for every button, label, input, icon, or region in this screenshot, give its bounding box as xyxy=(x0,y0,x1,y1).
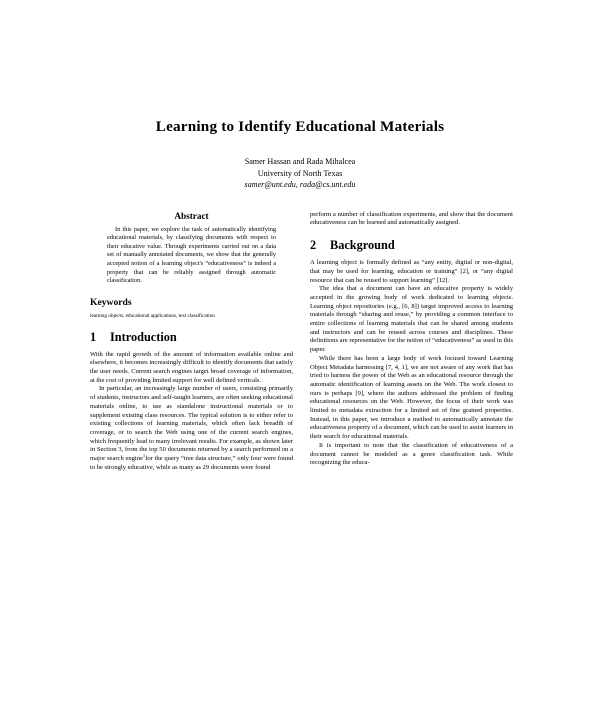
section-title: Introduction xyxy=(110,329,177,344)
page-title: Learning to Identify Educational Materials xyxy=(155,118,445,135)
author-emails: samer@unt.edu, rada@cs.unt.edu xyxy=(244,180,356,190)
keywords-heading: Keywords xyxy=(90,296,132,308)
paragraph xyxy=(90,385,293,472)
author-affiliation: University of North Texas xyxy=(257,168,343,178)
spacer xyxy=(90,286,293,297)
section-heading-introduction xyxy=(90,330,293,345)
left-column xyxy=(90,211,293,473)
abstract-text: In this paper, we explore the task of automatically identifying educational materials, by classifying documents with respect to their educative value. Through experiments carried out on a data set of manually annotated documents, we show that the generally accepted notion of a learning object's “educativeness” is indeed a property that can be reliably assigned through automatic classification. xyxy=(107,225,276,285)
paragraph: While there has been a large body of work focused toward Learning Object Metadata harnessing [7, 4, 1], we are not aware of any work that has tried to harness the power of the Web as an educational resource through the automatic identification of learning assets on the Web. The work closest to ours is perhaps [9], where the authors addressed the problem of finding educational resources on the Web. However, the focus of their work was limited to metadata extraction for a limited set of fine grained properties. Instead, in this paper, we introduce a method to automatically annotate the educativeness property of a document, which can be used to assist learners in their search for educational materials. xyxy=(310,354,513,441)
section-title: Background xyxy=(330,238,395,253)
section-number: 2 xyxy=(310,238,317,253)
section-number: 1 xyxy=(90,329,97,344)
paragraph: A learning object is formally defined as “any entity, digital or non-digital, that may be used for learning, education or training” [2], or “any digital resource that can be reused to support learning” [12]. xyxy=(310,259,513,284)
keywords-section xyxy=(90,297,293,320)
footnote-marker: 1 xyxy=(142,452,146,458)
keywords-text: learning objects, educational applications, text classification xyxy=(90,312,215,319)
section-heading-background xyxy=(310,238,513,253)
paragraph: With the rapid growth of the amount of information available online and elsewhere, it becomes increasingly difficult to identify documents that satisfy the user needs. Current search engines target broad coverage of information, at the cost of providing limited support for well defined verticals. xyxy=(90,350,293,384)
paragraph: It is important to note that the classification of educativeness of a document cannot be modeled as a genre classification task. While recognizing the educa- xyxy=(310,441,513,467)
paragraph: The idea that a document can have an educative property is widely accepted in the growing body of work dedicated to learning objects. Learning object repositories (e.g., [6, 8]) target improved access to learning materials through “sharing and reuse,” by providing a common interface to entire collections of learning materials that can be shared among students and instructors and can be reused across courses and disciplines. These definitions are representative for the notion of “educativeness” as used in this paper. xyxy=(310,285,513,354)
author-block xyxy=(90,156,510,190)
paragraph-text: In particular, an increasingly large number of users, consisting primarily of students, instructors and self-taught learners, are often seeking educational materials online, to use as standalone instructional materials or to supplement existing class resources. The typical solution is to either refer to existing collections of learning materials, which often lack breadth of coverage, or to search the Web using one of the current search engines, which frequently lead to many irrelevant results. For example, as shown later in Section 3, from the top 50 documents returned by a search performed on a major search engine xyxy=(90,385,293,463)
abstract-heading: Abstract xyxy=(174,210,209,221)
abstract-section xyxy=(90,211,293,286)
paragraph-text-continued: for the query “tree data structure,” only four were found to be strongly educative, while as many as 29 documents were found xyxy=(90,455,293,471)
right-column xyxy=(310,211,513,473)
paper-page xyxy=(0,118,600,718)
paragraph: perform a number of classification experiments, and show that the document educativeness can be learned and automatically assigned. xyxy=(310,210,513,227)
two-column-body xyxy=(90,210,513,473)
author-names: Samer Hassan and Rada Mihalcea xyxy=(244,157,356,167)
